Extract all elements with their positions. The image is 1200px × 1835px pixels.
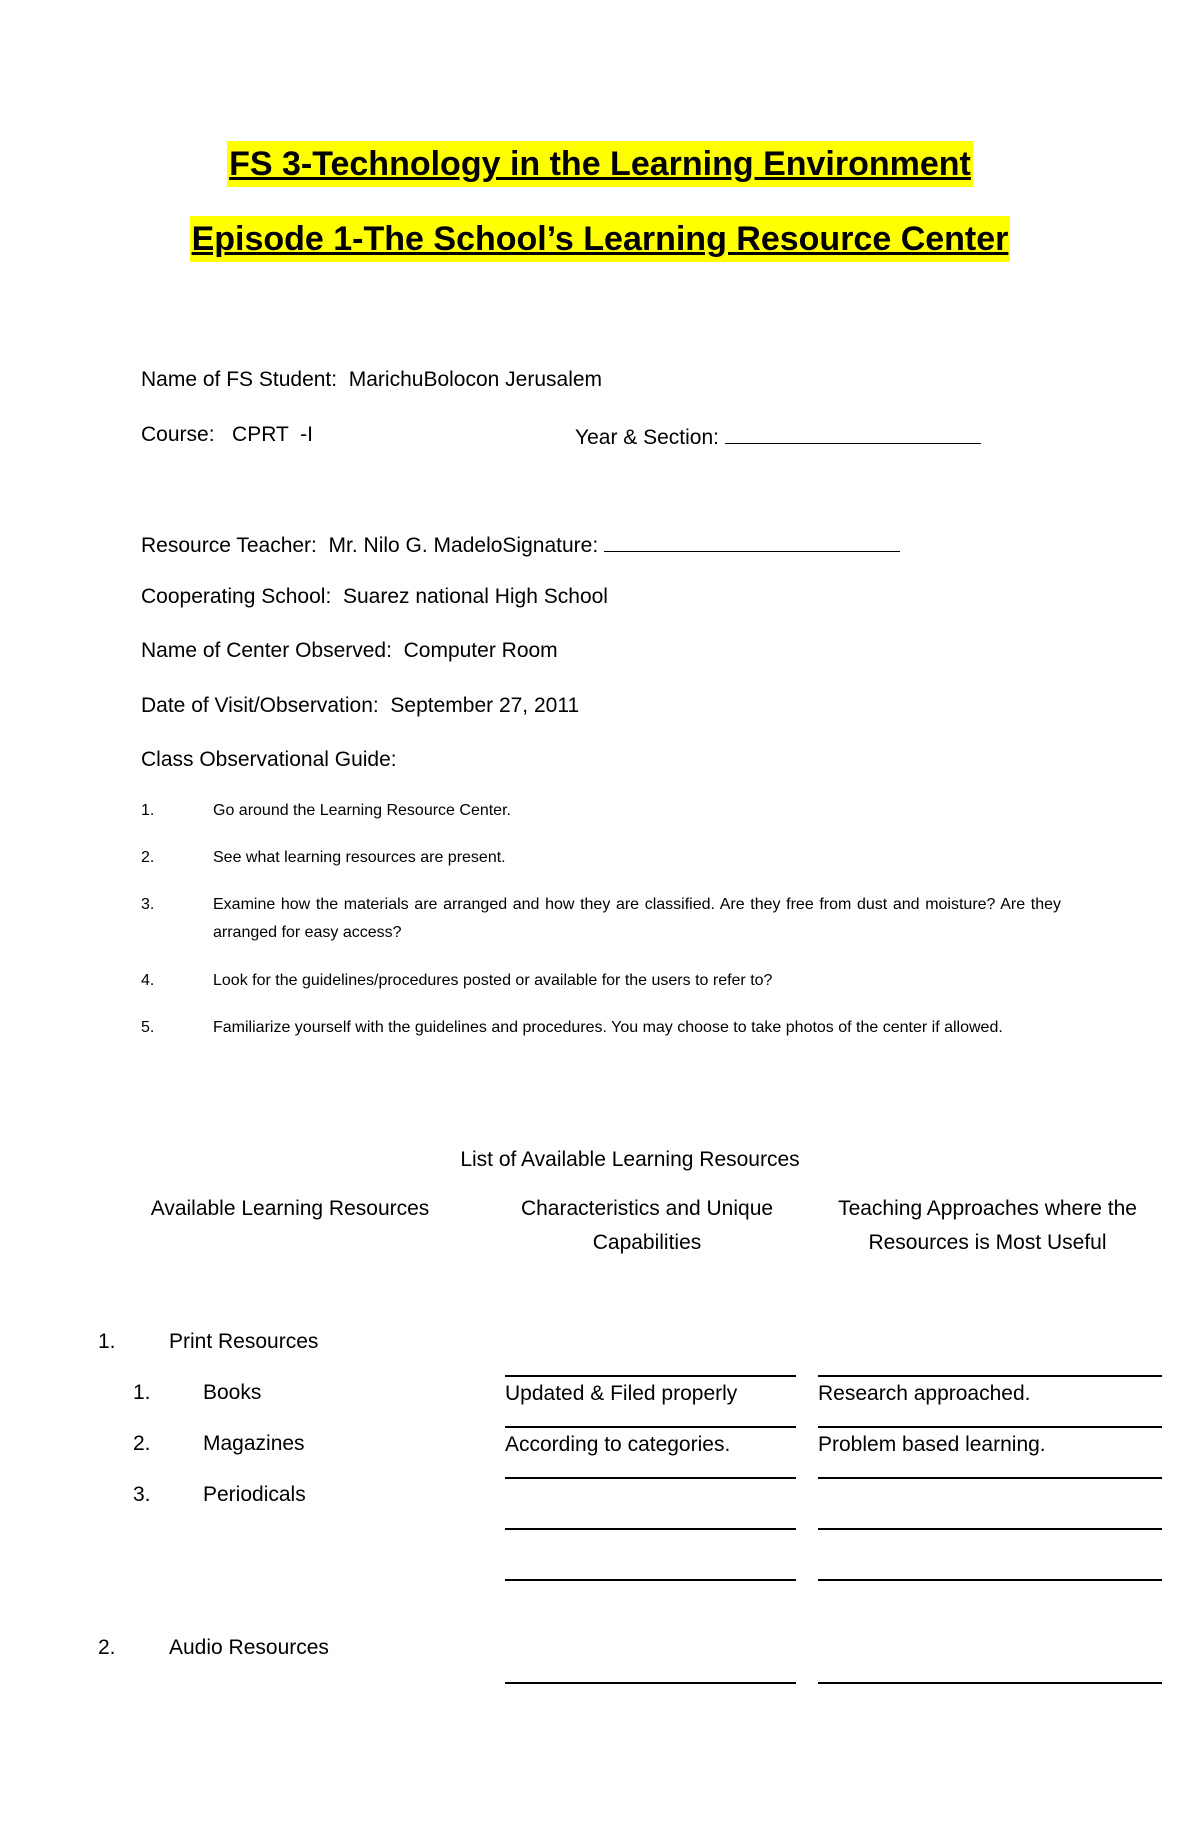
- resource-teacher-field: [141, 531, 900, 558]
- document-title-text: FS 3-Technology in the Learning Environment: [227, 141, 973, 187]
- item-number: 3.: [133, 1483, 151, 1506]
- document-title: [0, 145, 1200, 184]
- guide-heading: Class Observational Guide:: [141, 748, 397, 771]
- answer-line: [818, 1579, 1162, 1581]
- cooperating-school-field: Cooperating School: Suarez national High School: [141, 585, 608, 608]
- answer-line: [818, 1682, 1162, 1684]
- guide-item-number: 2.: [141, 849, 155, 866]
- section-label: Audio Resources: [169, 1636, 329, 1659]
- center-observed-field: Name of Center Observed: Computer Room: [141, 639, 558, 662]
- item-label: Books: [203, 1381, 262, 1404]
- item-number: 2.: [133, 1432, 151, 1455]
- answer-line: [505, 1375, 796, 1377]
- item-number: 1.: [133, 1381, 151, 1404]
- guide-item-text: Examine how the materials are arranged and how they are classified. Are they free from dust and moisture? Are they arranged for easy access?: [213, 896, 1061, 941]
- guide-item-number: 1.: [141, 802, 155, 819]
- guide-item-number: 4.: [141, 972, 155, 989]
- answer-line: [505, 1579, 796, 1581]
- signature-blank[interactable]: [604, 531, 900, 552]
- section-number: 2.: [98, 1636, 116, 1659]
- year-section-label: Year & Section:: [575, 426, 725, 449]
- year-section-blank[interactable]: [725, 423, 981, 444]
- document-subtitle-text: Episode 1-The School’s Learning Resource Center: [190, 216, 1011, 262]
- answer-line: [505, 1477, 796, 1479]
- column-header-approaches: Teaching Approaches where the Resources is Most Useful: [838, 1197, 1137, 1254]
- section-label: Print Resources: [169, 1330, 319, 1353]
- approach-answer: Research approached.: [818, 1382, 1031, 1405]
- item-label: Magazines: [203, 1432, 305, 1455]
- answer-line: [505, 1426, 796, 1428]
- year-section-field: [575, 423, 981, 450]
- guide-item-text: Go around the Learning Resource Center.: [213, 802, 511, 819]
- section-number: 1.: [98, 1330, 116, 1353]
- item-label: Periodicals: [203, 1483, 306, 1506]
- guide-item-text: Look for the guidelines/procedures posted or available for the users to refer to?: [213, 972, 773, 989]
- resource-teacher-label: Resource Teacher: Mr. Nilo G. MadeloSignature:: [141, 534, 604, 557]
- student-name-field: Name of FS Student: MarichuBolocon Jerusalem: [141, 368, 603, 391]
- guide-item-text: Familiarize yourself with the guidelines and procedures. You may choose to take photos of the center if allowed.: [213, 1019, 1003, 1036]
- column-header-characteristics: Characteristics and Unique Capabilities: [520, 1197, 774, 1254]
- course-field: Course: CPRT -I: [141, 423, 313, 446]
- guide-item-number: 3.: [141, 896, 155, 913]
- characteristics-answer: According to categories.: [505, 1433, 731, 1456]
- answer-line: [818, 1426, 1162, 1428]
- approach-answer: Problem based learning.: [818, 1433, 1046, 1456]
- list-title: List of Available Learning Resources: [460, 1148, 800, 1171]
- document-subtitle: [0, 220, 1200, 259]
- answer-line: [818, 1375, 1162, 1377]
- date-of-visit-field: Date of Visit/Observation: September 27, 2011: [141, 694, 580, 717]
- answer-line: [818, 1528, 1162, 1530]
- answer-line: [505, 1528, 796, 1530]
- column-header-resources: Available Learning Resources: [150, 1197, 430, 1220]
- answer-line: [505, 1682, 796, 1684]
- answer-line: [818, 1477, 1162, 1479]
- characteristics-answer: Updated & Filed properly: [505, 1382, 738, 1405]
- guide-item-text: See what learning resources are present.: [213, 849, 506, 866]
- guide-item-number: 5.: [141, 1019, 155, 1036]
